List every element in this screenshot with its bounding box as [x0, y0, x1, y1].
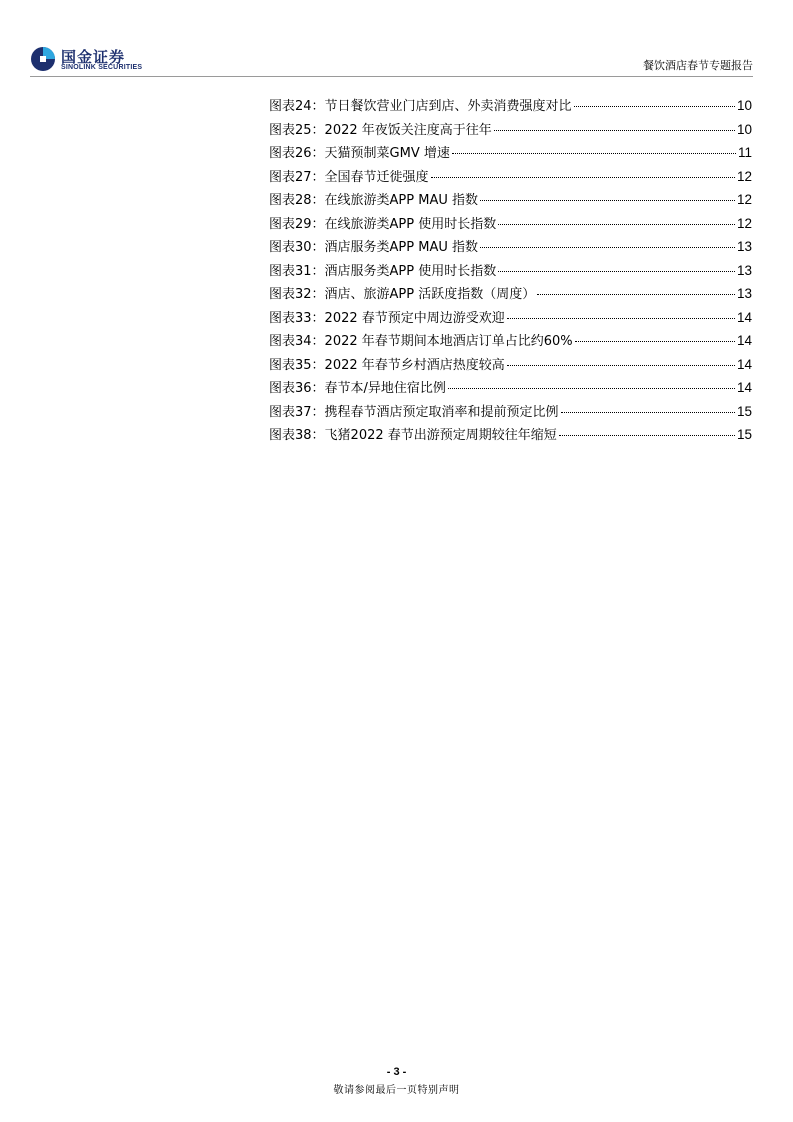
toc-entry-label[interactable]: 图表35：2022 年春节乡村酒店热度较高	[269, 357, 505, 373]
toc-entry-page[interactable]: 11	[737, 145, 752, 160]
logo-text-cn: 国金证券	[61, 48, 126, 66]
toc-entry-label[interactable]: 图表25：2022 年夜饭关注度高于往年	[269, 122, 492, 138]
toc-entry[interactable]	[269, 309, 752, 333]
toc-entry-page[interactable]: 12	[736, 215, 752, 231]
toc-entry-page[interactable]: 14	[736, 333, 752, 348]
toc-leader-dots	[431, 177, 735, 178]
company-logo	[30, 44, 160, 74]
toc-entry[interactable]	[269, 356, 752, 380]
toc-entry-label[interactable]: 图表38：飞猪2022 春节出游预定周期较往年缩短	[269, 428, 557, 443]
toc-entry-label[interactable]: 图表33：2022 春节预定中周边游受欢迎	[269, 310, 505, 326]
toc-entry[interactable]	[269, 262, 752, 286]
toc-entry-label[interactable]: 图表29：在线旅游类APP 使用时长指数	[269, 216, 497, 232]
toc-entry[interactable]	[269, 379, 752, 403]
toc-entry-page[interactable]: 13	[736, 239, 752, 254]
toc-entry[interactable]	[269, 426, 752, 450]
toc-entry-page[interactable]: 13	[736, 286, 752, 301]
toc-entry-page[interactable]: 13	[736, 262, 752, 278]
toc-entry-label[interactable]: 图表30：酒店服务类APP MAU 指数	[269, 240, 479, 255]
toc-entry[interactable]	[269, 121, 752, 145]
sinolink-logo-icon	[30, 46, 56, 72]
toc-leader-dots	[448, 388, 735, 389]
toc-leader-dots	[574, 106, 735, 107]
toc-entry[interactable]	[269, 144, 752, 168]
toc-leader-dots	[452, 153, 736, 154]
toc-leader-dots	[537, 294, 735, 295]
toc-entry-page[interactable]: 12	[736, 192, 752, 207]
toc-entry-page[interactable]: 14	[736, 380, 752, 395]
toc-entry-page[interactable]: 14	[736, 309, 752, 325]
toc-entry[interactable]	[269, 238, 752, 262]
toc-entry-label[interactable]: 图表24：节日餐饮营业门店到店、外卖消费强度对比	[269, 99, 572, 114]
page-number: - 3 -	[386, 1066, 407, 1078]
toc-entry[interactable]	[269, 332, 752, 356]
toc-leader-dots	[507, 365, 735, 366]
toc-entry-page[interactable]: 10	[736, 121, 752, 137]
toc-entry-page[interactable]: 12	[736, 168, 752, 184]
toc-entry[interactable]	[269, 403, 752, 427]
toc-entry[interactable]	[269, 97, 752, 121]
page-header	[30, 44, 753, 77]
toc-entry-label[interactable]: 图表27：全国春节迁徙强度	[269, 169, 429, 185]
page-footer	[0, 1066, 793, 1096]
toc-entry[interactable]	[269, 191, 752, 215]
toc-entry-label[interactable]: 图表34：2022 年春节期间本地酒店订单占比约60%	[269, 334, 573, 349]
report-title: 餐饮酒店春节专题报告	[643, 59, 753, 72]
toc-leader-dots	[498, 271, 735, 272]
toc-entry-label[interactable]: 图表32：酒店、旅游APP 活跃度指数（周度）	[269, 287, 536, 302]
toc-leader-dots	[575, 341, 735, 342]
toc-entry[interactable]	[269, 215, 752, 239]
toc-entry-page[interactable]: 15	[736, 403, 752, 419]
toc-leader-dots	[480, 247, 735, 248]
toc-entry-label[interactable]: 图表37：携程春节酒店预定取消率和提前预定比例	[269, 404, 559, 420]
toc-leader-dots	[480, 200, 735, 201]
figure-list	[269, 97, 752, 450]
toc-entry-label[interactable]: 图表26：天猫预制菜GMV 增速	[269, 146, 450, 161]
toc-leader-dots	[561, 412, 735, 413]
toc-entry-page[interactable]: 14	[736, 356, 752, 372]
toc-entry-label[interactable]: 图表28：在线旅游类APP MAU 指数	[269, 193, 479, 208]
logo-text-en: SINOLINK SECURITIES	[61, 64, 143, 71]
toc-leader-dots	[507, 318, 735, 319]
toc-entry[interactable]	[269, 168, 752, 192]
toc-entry-page[interactable]: 10	[736, 98, 752, 113]
toc-entry-label[interactable]: 图表36：春节本/异地住宿比例	[269, 381, 446, 396]
toc-leader-dots	[494, 130, 735, 131]
toc-entry[interactable]	[269, 285, 752, 309]
toc-leader-dots	[559, 435, 735, 436]
toc-entry-label[interactable]: 图表31：酒店服务类APP 使用时长指数	[269, 263, 497, 279]
disclaimer-text: 敬请参阅最后一页特别声明	[333, 1085, 460, 1096]
toc-entry-page[interactable]: 15	[736, 427, 752, 442]
toc-leader-dots	[498, 224, 735, 225]
